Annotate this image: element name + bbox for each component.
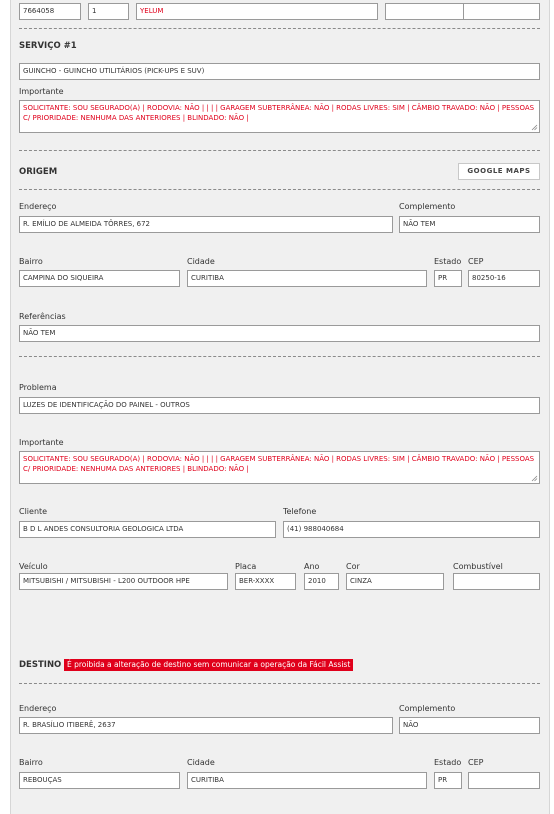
divider bbox=[19, 150, 540, 151]
destination-bairro-field[interactable]: REBOUÇAS bbox=[19, 772, 180, 789]
destination-city-field[interactable]: CURITIBA bbox=[187, 772, 427, 789]
top-field-5[interactable] bbox=[463, 3, 540, 20]
destination-complement-label: Complemento bbox=[399, 704, 456, 713]
origin-title: ORIGEM bbox=[19, 167, 58, 177]
vehicle-field[interactable]: MITSUBISHI / MITSUBISHI - L200 OUTDOOR HPE bbox=[19, 573, 228, 590]
destination-warning-badge: É proibida a alteração de destino sem comunicar a operação da Fácil Assist bbox=[64, 659, 353, 671]
resize-grip-icon[interactable] bbox=[531, 124, 538, 131]
origin-cep-field[interactable]: 80250-16 bbox=[468, 270, 540, 287]
vehicle-label: Veículo bbox=[19, 562, 48, 571]
service-field[interactable]: GUINCHO - GUINCHO UTILITÁRIOS (PICK-UPS E SUV) bbox=[19, 63, 540, 80]
origin-complement-field[interactable]: NÃO TEM bbox=[399, 216, 540, 233]
resize-grip-icon[interactable] bbox=[531, 475, 538, 482]
order-id-field[interactable]: 7664058 bbox=[19, 3, 81, 20]
client-label: Cliente bbox=[19, 507, 48, 516]
destination-cep-label: CEP bbox=[468, 758, 484, 767]
divider bbox=[19, 356, 540, 357]
plate-label: Placa bbox=[235, 562, 257, 571]
fuel-label: Combustível bbox=[453, 562, 503, 571]
destination-city-label: Cidade bbox=[187, 758, 215, 767]
problem-importante-textarea[interactable] bbox=[19, 451, 540, 484]
divider bbox=[19, 683, 540, 684]
service-count-field[interactable]: 1 bbox=[88, 3, 129, 20]
origin-references-field[interactable]: NÃO TEM bbox=[19, 325, 540, 342]
divider bbox=[19, 28, 540, 29]
google-maps-button[interactable]: GOOGLE MAPS bbox=[458, 163, 540, 180]
service-title: SERVIÇO #1 bbox=[19, 41, 77, 51]
phone-label: Telefone bbox=[283, 507, 317, 516]
top-field-4[interactable] bbox=[385, 3, 464, 20]
service-importante-label: Importante bbox=[19, 87, 64, 96]
phone-field[interactable]: (41) 988040684 bbox=[283, 521, 540, 538]
problem-importante-label: Importante bbox=[19, 438, 64, 447]
origin-city-label: Cidade bbox=[187, 257, 215, 266]
fuel-field[interactable] bbox=[453, 573, 540, 590]
insurer-field[interactable]: YELUM bbox=[136, 3, 378, 20]
destination-title: DESTINO bbox=[19, 660, 62, 670]
problem-importante-text: SOLICITANTE: SOU SEGURADO(A) | RODOVIA: NÃO | | | | GARAGEM SUBTERRÂNEA: NÃO | RODAS LIVRES: SIM | CÂMBIO TRAVADO: NÃO | PESSOAS C/ PRIORIDADE: NENHUMA DAS ANTERIORES | BLINDADO: NÃO | bbox=[23, 455, 535, 473]
origin-cep-label: CEP bbox=[468, 257, 484, 266]
origin-bairro-field[interactable]: CAMPINA DO SIQUEIRA bbox=[19, 270, 180, 287]
origin-complement-label: Complemento bbox=[399, 202, 456, 211]
origin-state-field[interactable]: PR bbox=[434, 270, 462, 287]
destination-state-label: Estado bbox=[434, 758, 462, 767]
destination-cep-field[interactable] bbox=[468, 772, 540, 789]
origin-references-label: Referências bbox=[19, 312, 66, 321]
origin-address-field[interactable]: R. EMÍLIO DE ALMEIDA TÔRRES, 672 bbox=[19, 216, 393, 233]
origin-city-field[interactable]: CURITIBA bbox=[187, 270, 427, 287]
color-field[interactable]: CINZA bbox=[346, 573, 444, 590]
origin-state-label: Estado bbox=[434, 257, 462, 266]
destination-bairro-label: Bairro bbox=[19, 758, 43, 767]
destination-state-field[interactable]: PR bbox=[434, 772, 462, 789]
problem-label: Problema bbox=[19, 383, 57, 392]
service-importante-text: SOLICITANTE: SOU SEGURADO(A) | RODOVIA: NÃO | | | | GARAGEM SUBTERRÂNEA: NÃO | RODAS LIVRES: SIM | CÂMBIO TRAVADO: NÃO | PESSOAS C/ PRIORIDADE: NENHUMA DAS ANTERIORES | BLINDADO: NÃO | bbox=[23, 104, 535, 122]
plate-field[interactable]: BER-XXXX bbox=[235, 573, 296, 590]
destination-complement-field[interactable]: NÃO bbox=[399, 717, 540, 734]
origin-bairro-label: Bairro bbox=[19, 257, 43, 266]
origin-address-label: Endereço bbox=[19, 202, 57, 211]
destination-address-label: Endereço bbox=[19, 704, 57, 713]
color-label: Cor bbox=[346, 562, 360, 571]
divider bbox=[19, 189, 540, 190]
service-importante-textarea[interactable] bbox=[19, 100, 540, 133]
destination-address-field[interactable]: R. BRASÍLIO ITIBERÊ, 2637 bbox=[19, 717, 393, 734]
problem-field[interactable]: LUZES DE IDENTIFICAÇÃO DO PAINEL - OUTROS bbox=[19, 397, 540, 414]
client-field[interactable]: B D L ANDES CONSULTORIA GEOLOGICA LTDA bbox=[19, 521, 276, 538]
year-label: Ano bbox=[304, 562, 320, 571]
year-field[interactable]: 2010 bbox=[304, 573, 339, 590]
